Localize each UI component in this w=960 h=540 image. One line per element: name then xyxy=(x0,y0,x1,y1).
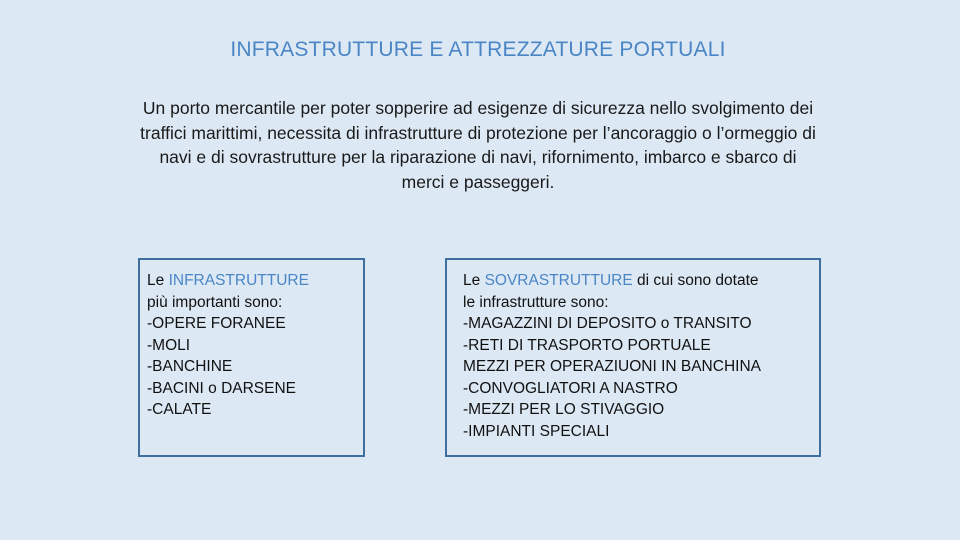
list-item: -RETI DI TRASPORTO PORTUALE xyxy=(463,336,711,354)
infrastructures-box xyxy=(138,258,365,457)
list-item: -BANCHINE xyxy=(147,358,233,375)
list-item: -MOLI xyxy=(147,336,191,354)
list-item: MEZZI PER OPERAZIUONI IN BANCHINA xyxy=(463,358,761,375)
infrastructures-heading-lead: Le xyxy=(147,272,169,289)
list-item: -MEZZI PER LO STIVAGGIO xyxy=(463,401,665,418)
list-item: -MAGAZZINI DI DEPOSITO o TRANSITO xyxy=(463,315,752,332)
superstructures-heading-lead: Le xyxy=(463,272,485,289)
superstructures-heading xyxy=(463,270,811,292)
list-item: -CALATE xyxy=(147,401,212,418)
list-item: -CONVOGLIATORI A NASTRO xyxy=(463,379,678,397)
slide-title: INFRASTRUTTURE E ATTREZZATURE PORTUALI xyxy=(230,38,726,61)
infrastructures-heading xyxy=(147,270,355,292)
list-item: -BACINI o DARSENE xyxy=(147,379,297,397)
list-item: -OPERE FORANEE xyxy=(147,315,286,332)
infrastructures-subheading: più importanti sono: xyxy=(147,293,283,311)
superstructures-keyword: SOVRASTRUTTURE xyxy=(484,272,633,289)
superstructures-subheading: le infrastrutture sono: xyxy=(463,293,609,311)
list-item: -IMPIANTI SPECIALI xyxy=(463,422,610,440)
infrastructures-keyword: INFRASTRUTTURE xyxy=(168,272,309,289)
intro-paragraph: Un porto mercantile per poter sopperire ad esigenze di sicurezza nello svolgimento dei traffici marittimi, necessita di infrastrutture di protezione per l’ancoraggio o l’ormeggio di navi e di sovrastrutture per la riparazione di navi, rifornimento, imbarco e sbarco di merci e passeggeri. xyxy=(140,98,816,192)
superstructures-box xyxy=(445,258,821,457)
superstructures-heading-tail: di cui sono dotate xyxy=(632,272,759,289)
